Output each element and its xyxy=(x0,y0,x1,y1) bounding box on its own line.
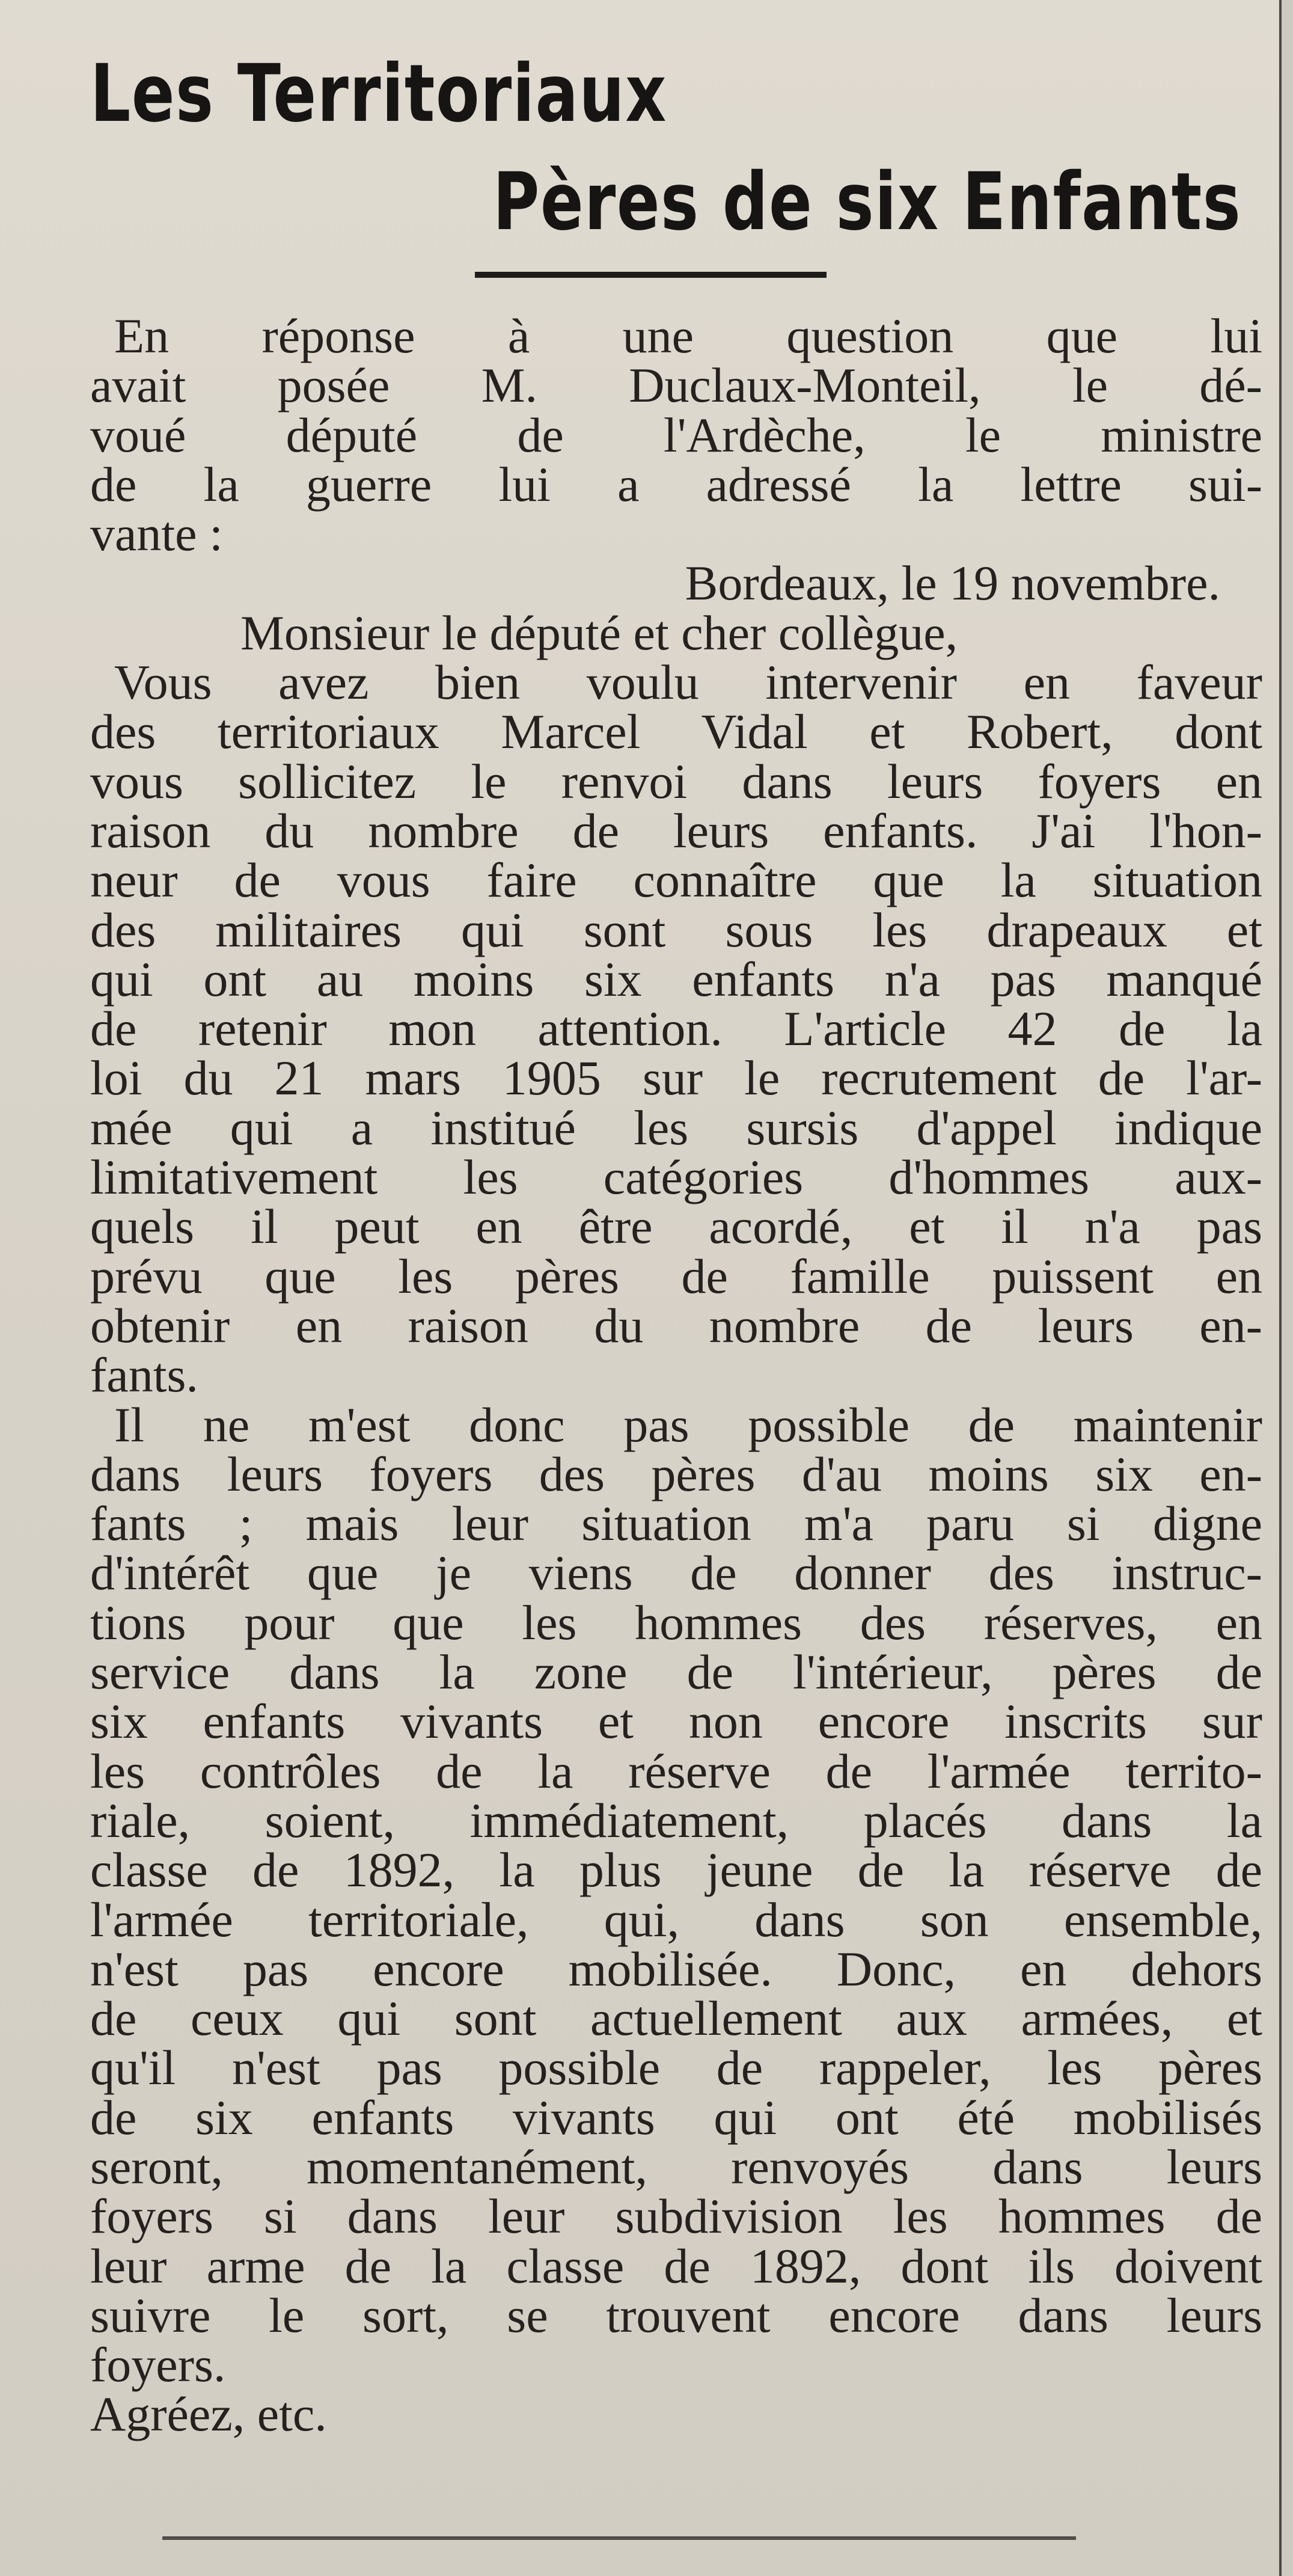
text-line: loi du 21 mars 1905 sur le recrutement de l'ar- xyxy=(90,1050,1262,1106)
text-line: fants ; mais leur situation m'a paru si digne xyxy=(90,1496,1262,1551)
text-line: avait posée M. Duclaux-Monteil, le dé- xyxy=(90,358,1262,413)
text-line: foyers. xyxy=(90,2337,226,2393)
salutation: Monsieur le député et cher collègue, xyxy=(240,605,958,660)
text-line: de retenir mon attention. L'article 42 de la xyxy=(90,1001,1262,1056)
text-line: Vous avez bien voulu intervenir en faveur xyxy=(114,655,1262,710)
text-line: des territoriaux Marcel Vidal et Robert, dont xyxy=(90,704,1262,759)
text-line: fants. xyxy=(90,1348,198,1403)
headline-rule xyxy=(475,272,827,278)
letter-paragraph-1 xyxy=(90,655,1262,1403)
text-line: service dans la zone de l'intérieur, pères de xyxy=(90,1645,1262,1700)
text-line: mée qui a institué les sursis d'appel indique xyxy=(90,1100,1262,1155)
text-line: de six enfants vivants qui ont été mobilisés xyxy=(90,2090,1262,2145)
text-line: suivre le sort, se trouvent encore dans leurs xyxy=(90,2287,1262,2343)
text-line: foyers si dans leur subdivision les hommes de xyxy=(90,2189,1262,2244)
text-line: des militaires qui sont sous les drapeaux et xyxy=(90,902,1262,957)
article-body xyxy=(90,308,1262,2442)
text-line: qu'il n'est pas possible de rappeler, les pères xyxy=(90,2040,1262,2096)
text-line: vous sollicitez le renvoi dans leurs foyers en xyxy=(90,753,1262,809)
dateline: Bordeaux, le 19 novembre. xyxy=(685,556,1220,611)
closing: Agréez, etc. xyxy=(90,2387,327,2442)
letter-dateline xyxy=(90,556,1262,611)
text-line: l'armée territoriale, qui, dans son ensemble, xyxy=(90,1892,1262,1947)
text-line: n'est pas encore mobilisée. Donc, en dehors xyxy=(90,1941,1262,1996)
text-line: vante : xyxy=(90,506,223,562)
page-margin xyxy=(1282,0,1293,2576)
text-line: obtenir en raison du nombre de leurs en- xyxy=(90,1298,1262,1353)
headline-line-1: Les Territoriaux xyxy=(90,48,667,140)
text-line: qui ont au moins six enfants n'a pas manqué xyxy=(90,951,1262,1007)
text-line: leur arme de la classe de 1892, dont ils doivent xyxy=(90,2238,1262,2293)
text-line: prévu que les pères de famille puissent en xyxy=(90,1248,1262,1304)
text-line: quels il peut en être acordé, et il n'a pas xyxy=(90,1199,1262,1254)
text-line: voué député de l'Ardèche, le ministre xyxy=(90,407,1262,462)
text-line: classe de 1892, la plus jeune de la réserve de xyxy=(90,1842,1262,1898)
letter-closing xyxy=(90,2387,1262,2442)
text-line: les contrôles de la réserve de l'armée territo- xyxy=(90,1743,1262,1799)
text-line: seront, momentanément, renvoyés dans leurs xyxy=(90,2139,1262,2194)
headline-line-2: Pères de six Enfants xyxy=(493,156,1242,248)
text-line: riale, soient, immédiatement, placés dans la xyxy=(90,1792,1262,1848)
letter-paragraph-2 xyxy=(90,1397,1262,2393)
text-line: de ceux qui sont actuellement aux armées, et xyxy=(90,1991,1262,2046)
intro-paragraph xyxy=(90,308,1262,562)
text-line: dans leurs foyers des pères d'au moins six en- xyxy=(90,1446,1262,1501)
text-line: limitativement les catégories d'hommes aux- xyxy=(90,1150,1262,1205)
text-line: tions pour que les hommes des réserves, en xyxy=(90,1595,1262,1650)
text-line: d'intérêt que je viens de donner des instruc- xyxy=(90,1545,1262,1601)
text-line: six enfants vivants et non encore inscrits sur xyxy=(90,1694,1262,1749)
text-line: Il ne m'est donc pas possible de maintenir xyxy=(114,1397,1262,1452)
text-line: neur de vous faire connaître que la situation xyxy=(90,853,1262,908)
end-rule xyxy=(162,2536,1076,2540)
text-line: de la guerre lui a adressé la lettre sui- xyxy=(90,456,1262,512)
letter-salutation xyxy=(90,605,1262,660)
text-line: raison du nombre de leurs enfants. J'ai l'hon- xyxy=(90,803,1262,858)
text-line: En réponse à une question que lui xyxy=(114,308,1262,363)
